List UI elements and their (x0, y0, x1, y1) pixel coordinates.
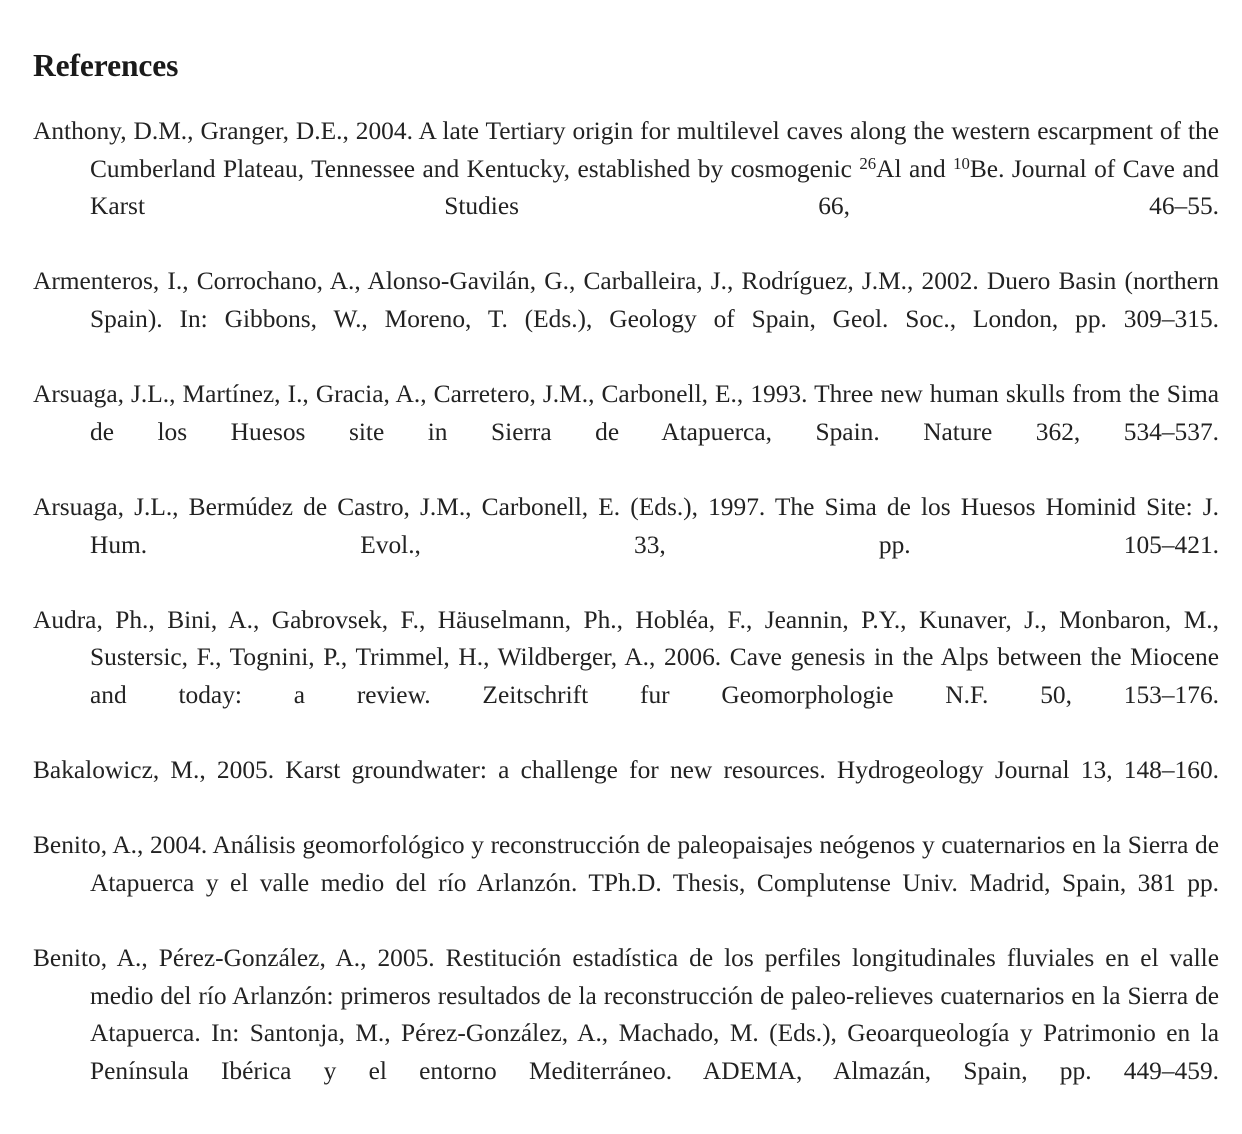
reference-entry: Anthony, D.M., Granger, D.E., 2004. A late Tertiary origin for multilevel caves along the western escarpment of the Cumberland Plateau, Tennessee and Kentucky, established by cosmogenic $^{26}$Al and $^{10}$Be. Journal of Cave and Karst Studies 66, 46–55. (33, 117, 1219, 221)
page-title: References (33, 48, 179, 84)
reference-entry: Arsuaga, J.L., Bermúdez de Castro, J.M., Carbonell, E. (Eds.), 1997. The Sima de los Huesos Hominid Site: J. Hum. Evol., 33, pp. 105–421. (33, 492, 1219, 559)
isotope-superscript: 10 (953, 153, 970, 173)
reference-entry: Benito, A., 2004. Análisis geomorfológico y reconstrucción de paleopaisajes neógenos y cuaternarios en la Sierra de Atapuerca y el valle medio del río Arlanzón. TPh.D. Thesis, Complutense Univ. Madrid, Spain, 381 pp. (33, 831, 1219, 897)
isotope-superscript: 26 (859, 153, 877, 173)
reference-entry: Benito, A., Pérez-González, A., 2005. Restitución estadística de los perfiles longitudinales fluviales en el valle medio del río Arlanzón: primeros resultados de la reconstrucción de paleo-relieves cuaternarios en la Sierra de Atapuerca. In: Santonja, M., Pérez-González, A., Machado, M. (Eds.), Geoarqueología y Patrimonio en la Península Ibérica y el entorno Mediterráneo. ADEMA, Almazán, Spain, pp. 449–459. (33, 944, 1219, 1085)
reference-entry: Audra, Ph., Bini, A., Gabrovsek, F., Häuselmann, Ph., Hobléa, F., Jeannin, P.Y., Kunaver, J., Monbaron, M., Sustersic, F., Tognini, P., Trimmel, H., Wildberger, A., 2006. Cave genesis in the Alps between the Miocene and today: a review. Zeitschrift fur Geomorphologie N.F. 50, 153–176. (33, 605, 1219, 709)
references-list (33, 113, 1219, 1128)
reference-entry: Arsuaga, J.L., Martínez, I., Gracia, A., Carretero, J.M., Carbonell, E., 1993. Three new human skulls from the Sima de los Huesos site in Sierra de Atapuerca, Spain. Nature 362, 534–537. (33, 380, 1219, 446)
reference-entry: Bakalowicz, M., 2005. Karst groundwater: a challenge for new resources. Hydrogeology Journal 13, 148–160. (33, 756, 1219, 785)
reference-entry: Armenteros, I., Corrochano, A., Alonso-Gavilán, G., Carballeira, J., Rodríguez, J.M., 2002. Duero Basin (northern Spain). In: Gibbons, W., Moreno, T. (Eds.), Geology of Spain, Geol. Soc., London, pp. 309–315. (33, 267, 1219, 333)
